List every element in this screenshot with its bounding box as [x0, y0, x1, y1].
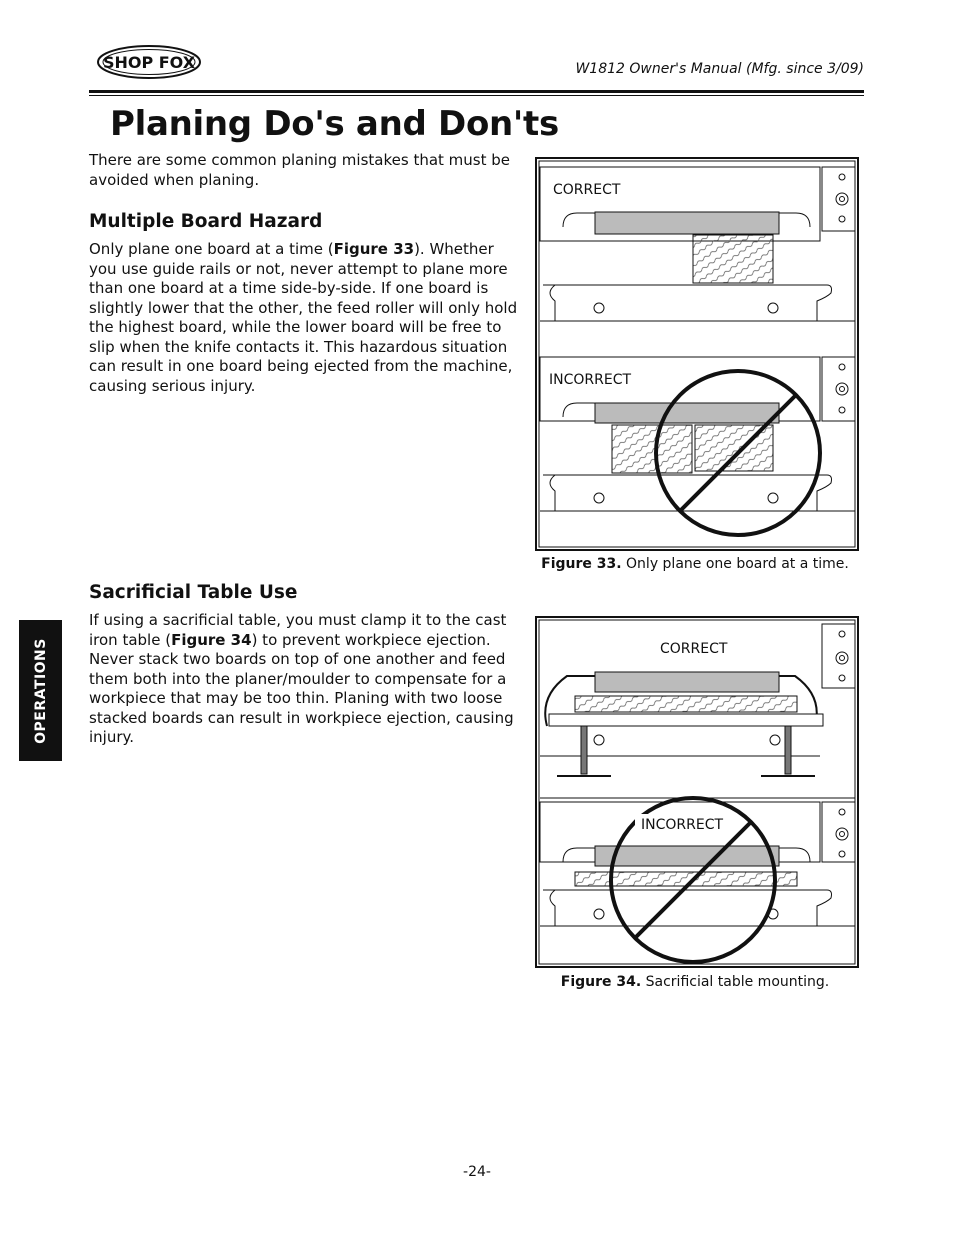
- manual-title: W1812 Owner's Manual (Mfg. since 3/09): [575, 61, 864, 77]
- figure-34-diagram: [535, 616, 859, 968]
- figure-34-incorrect-label: INCORRECT: [641, 817, 724, 833]
- figure-33-ref: Figure 33: [333, 240, 415, 258]
- section-body-sacrificial-table: If using a sacrificial table, you must clamp it to the cast iron table (Figure 34) to prevent workpiece ejection. Never stack two boards on top of one another and feed them both into the planer/moulder to compensate for a workpiece that may be too thin. Planing with two loose stacked boards can result in workpiece ejection, causing injury.: [89, 611, 514, 746]
- figure-33-caption: Figure 33. Only plane one board at a time.: [541, 556, 849, 572]
- figure-34-caption: Figure 34. Sacrificial table mounting.: [560, 974, 830, 990]
- figure-34-ref: Figure 34: [171, 630, 252, 649]
- figure-33-diagram: [535, 157, 859, 551]
- header-rule-thin: [89, 95, 864, 96]
- header-rule: [89, 90, 864, 93]
- figure-34-correct-label: CORRECT: [660, 641, 728, 657]
- page-number: -24-: [463, 1164, 491, 1180]
- intro-paragraph: There are some common planing mistakes that must be avoided when planing.: [89, 151, 511, 189]
- shop-fox-logo: [96, 44, 202, 80]
- page-title: Planing Do's and Don'ts: [110, 104, 559, 144]
- section-heading-sacrificial-table: Sacrificial Table Use: [89, 582, 298, 603]
- svg-text:SHOP FOX: SHOP FOX: [102, 53, 196, 72]
- side-tab-operations: OPERATIONS: [19, 620, 62, 761]
- section-heading-multiple-board: Multiple Board Hazard: [89, 211, 323, 232]
- section-body-multiple-board: Only plane one board at a time (Figure 33). Whether you use guide rails or not, never attempt to plane more than one board at a time side-by-side. If one board is slightly lower that the other, the feed roller will only hold the highest board, while the lower board will be free to slip when the knife contacts it. This hazardous situation can result in one board being ejected from the machine, causing serious injury.: [89, 240, 518, 395]
- figure-33-correct-label: CORRECT: [553, 182, 621, 198]
- figure-33-incorrect-label: INCORRECT: [549, 372, 632, 388]
